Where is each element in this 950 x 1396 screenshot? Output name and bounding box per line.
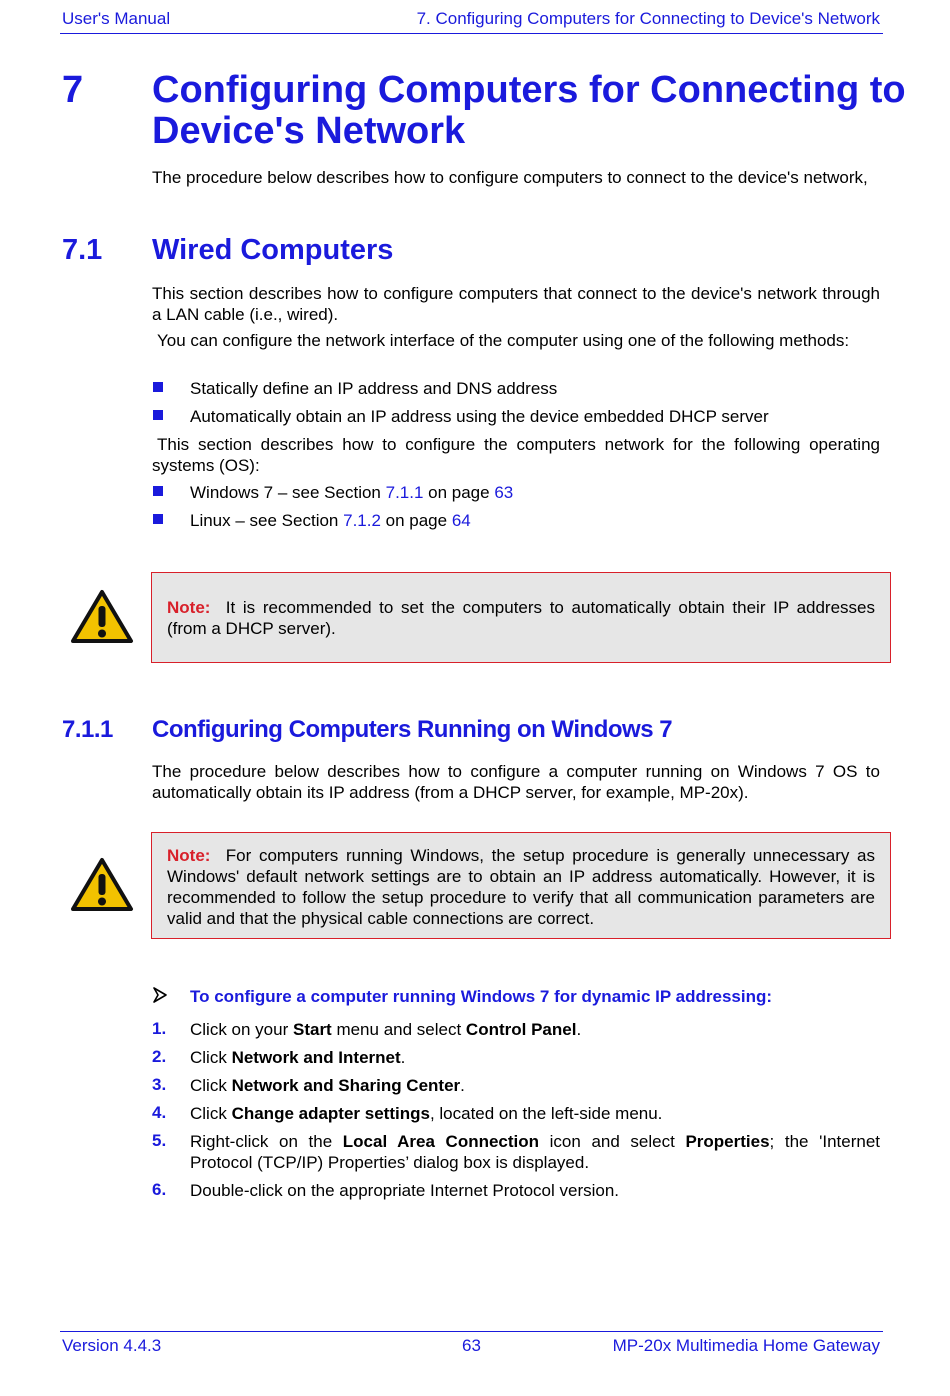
- footer-version: Version 4.4.3: [62, 1336, 162, 1355]
- method-item: Statically define an IP address and DNS address: [190, 379, 558, 398]
- note-label: Note:: [167, 598, 211, 617]
- step-number: 3.: [152, 1075, 167, 1094]
- section-para-3: This section describes how to configure the computers network for the following operating systems (OS):: [152, 435, 880, 475]
- header-chapter-title: 7. Configuring Computers for Connecting to Device's Network: [416, 9, 880, 28]
- step-number: 6.: [152, 1180, 167, 1199]
- bullet-icon: [153, 410, 163, 420]
- section-number: 7.1: [62, 234, 103, 266]
- warning-icon: [70, 857, 134, 913]
- chapter-number: 7: [62, 69, 84, 111]
- bullet-icon: [153, 514, 163, 524]
- page-link[interactable]: 63: [494, 483, 514, 502]
- section-para-1: This section describes how to configure computers that connect to the device's network through a LAN cable (i.e., wired).: [152, 284, 880, 324]
- arrow-right-icon: [153, 987, 167, 1003]
- note-label: Note:: [167, 846, 211, 865]
- note-text: Note: For computers running Windows, the setup procedure is generally unnecessary as Windows' default network settings are to obtain an IP address automatically. However, it is recommended to follow the setup procedure to verify that all communication parameters are valid and that the physical cable connections are correct.: [167, 846, 875, 928]
- step-text: Click Change adapter settings, located on the left-side menu.: [190, 1104, 663, 1123]
- subsection-para: The procedure below describes how to configure a computer running on Windows 7 OS to automatically obtain its IP address (from a DHCP server, for example, MP-20x).: [152, 762, 880, 802]
- os-item-linux: Linux – see Section 7.1.2 on page 64: [190, 511, 471, 530]
- step-number: 4.: [152, 1103, 167, 1122]
- subsection-title: Configuring Computers Running on Windows 7: [152, 716, 673, 743]
- procedure-title: To configure a computer running Windows 7 for dynamic IP addressing:: [190, 987, 773, 1006]
- chapter-title-line2: Device's Network: [152, 110, 466, 152]
- bullet-icon: [153, 382, 163, 392]
- page-link[interactable]: 64: [451, 511, 471, 530]
- subsection-number: 7.1.1: [62, 716, 113, 743]
- bullet-icon: [153, 486, 163, 496]
- note-text: Note: It is recommended to set the computers to automatically obtain their IP addresses (from a DHCP server).: [167, 598, 875, 638]
- section-para-2: You can configure the network interface of the computer using one of the following methods:: [157, 331, 850, 350]
- section-link[interactable]: 7.1.2: [343, 511, 381, 530]
- warning-icon: [70, 589, 134, 645]
- chapter-title-line1: Configuring Computers for Connecting to: [152, 69, 906, 111]
- step-number: 1.: [152, 1019, 167, 1038]
- step-number: 5.: [152, 1131, 167, 1150]
- step-text: Click on your Start menu and select Control Panel.: [190, 1020, 582, 1039]
- footer-product-name: MP-20x Multimedia Home Gateway: [612, 1336, 880, 1355]
- header-manual-title: User's Manual: [62, 9, 171, 28]
- footer-rule: [60, 1331, 883, 1332]
- step-text: Right-click on the Local Area Connection icon and select Properties; the 'Internet Protocol (TCP/IP) Properties’ dialog box is displayed.: [190, 1132, 880, 1172]
- method-item: Automatically obtain an IP address using the device embedded DHCP server: [190, 407, 769, 426]
- step-text: Click Network and Internet.: [190, 1048, 406, 1067]
- header-rule: [60, 33, 883, 34]
- section-link[interactable]: 7.1.1: [385, 483, 424, 502]
- step-text: Double-click on the appropriate Internet Protocol version.: [190, 1181, 620, 1200]
- page-number: 63: [462, 1336, 481, 1355]
- step-text: Click Network and Sharing Center.: [190, 1076, 465, 1095]
- os-item-windows: Windows 7 – see Section 7.1.1 on page 63: [190, 483, 514, 502]
- section-title: Wired Computers: [152, 234, 394, 266]
- step-number: 2.: [152, 1047, 167, 1066]
- chapter-intro: The procedure below describes how to configure computers to connect to the device's network,: [152, 168, 868, 187]
